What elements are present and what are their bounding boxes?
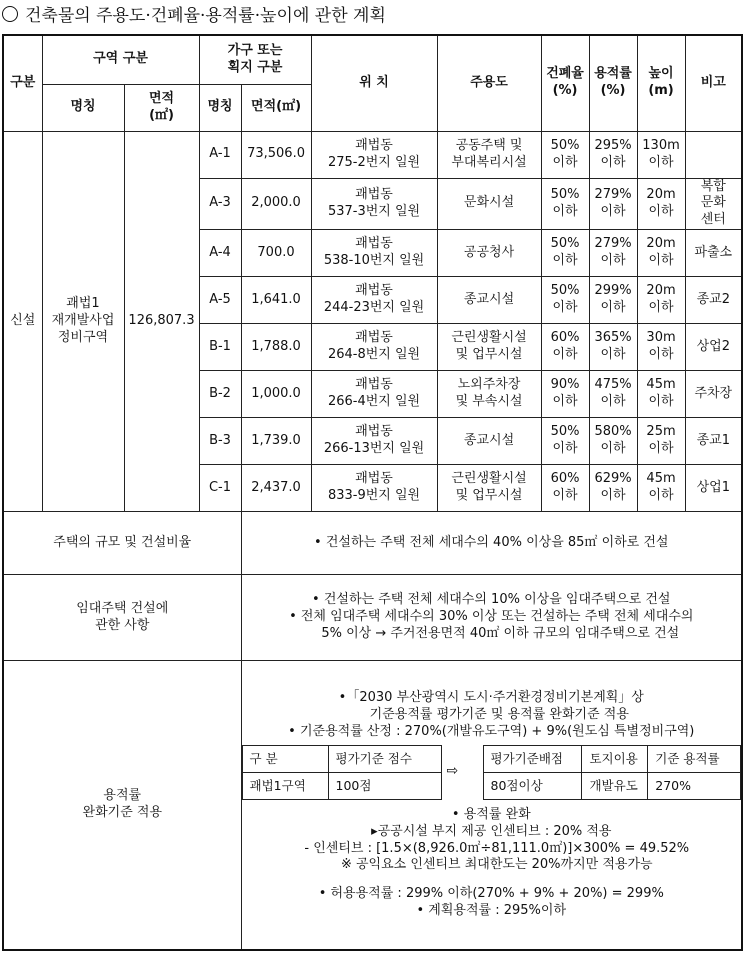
header-block-group: 가구 또는 획지 구분 xyxy=(199,35,311,84)
rental-label: 임대주택 건설에 관한 사항 xyxy=(3,575,241,661)
criteria-header-landuse: 토지이용 xyxy=(582,745,648,772)
criteria-cell-landuse: 개발유도 xyxy=(582,772,648,799)
note-cell: 종교1 xyxy=(685,418,742,465)
eval-header-gubun: 구 분 xyxy=(242,745,328,772)
page-title: 건축물의 주용도·건폐율·용적률·높이에 관한 계획 xyxy=(2,3,386,29)
height-cell: 45m 이하 xyxy=(637,465,685,512)
note-cell: 상업2 xyxy=(685,324,742,371)
location-cell: 괘법동 266-13번지 일원 xyxy=(311,418,437,465)
rental-row xyxy=(3,575,742,661)
height-cell: 130m 이하 xyxy=(637,131,685,178)
rental-text: • 건설하는 주택 전체 세대수의 10% 이상을 임대주택으로 건설 • 전체 임대주택 세대수의 30% 이상 또는 건설하는 주택 전체 세대수의 5% 이상 → 주거전용면적 40㎡ 이하 규모의 임대주택으로 건설 xyxy=(241,575,742,661)
header-gubun: 구분 xyxy=(3,35,42,131)
note-cell: 파출소 xyxy=(685,230,742,277)
header-block-name: 명칭 xyxy=(199,84,241,131)
criteria-cell-base-far: 270% xyxy=(648,772,741,799)
far-cell: 279% 이하 xyxy=(589,230,637,277)
far-cell: 279% 이하 xyxy=(589,178,637,230)
note-cell xyxy=(685,131,742,178)
criteria-cell-points: 80점이상 xyxy=(483,772,582,799)
zone-name-cell: 괘법1 재개발사업 정비구역 xyxy=(42,131,124,512)
evaluation-tables xyxy=(242,745,742,801)
bcr-cell: 50% 이하 xyxy=(541,178,589,230)
far-cell: 580% 이하 xyxy=(589,418,637,465)
circle-bullet-icon xyxy=(2,6,18,22)
main-use-cell: 종교시설 xyxy=(437,277,541,324)
main-use-cell: 문화시설 xyxy=(437,178,541,230)
criteria-header-points: 평가기준배점 xyxy=(483,745,582,772)
bcr-cell: 50% 이하 xyxy=(541,230,589,277)
criteria-header-base-far: 기준 용적률 xyxy=(648,745,741,772)
plan-table xyxy=(2,34,743,951)
block-area-cell: 1,641.0 xyxy=(241,277,311,324)
block-name-cell: A-3 xyxy=(199,178,241,230)
far-cell: 475% 이하 xyxy=(589,371,637,418)
housing-text: • 건설하는 주택 전체 세대수의 40% 이상을 85㎡ 이하로 건설 xyxy=(241,512,742,575)
block-name-cell: A-4 xyxy=(199,230,241,277)
criteria-table xyxy=(483,745,742,800)
far-relax-text: •「2030 부산광역시 도시·주거환경정비기본계획」상 기준용적률 평가기준 및 용적률 완화기준 적용 • 기준용적률 산정 : 270%(개발유도구역) + 9%(원도심 특별정비구역) 구 분 평가기준 점수 괘법1구역 100점 ⇨ 평가기준배점 토지이용 기준 용적률 80점이상 개발유도 270% • 용적률 완화 ▸공공시설 부지 제공 인센티브 : 20% 적용 - 인센티브 : [1.5×(8,926.0㎡÷81,111.0㎡)]×300% = 49.52% ※ 공익요소 인센티브 최대한도는 20%까지만 적용가능 • 허용용적률 : 299% 이하(270% + 9% + 20%) = 299% • 계획용적률 : 295%이하 xyxy=(241,661,742,950)
height-cell: 30m 이하 xyxy=(637,324,685,371)
bcr-cell: 60% 이하 xyxy=(541,465,589,512)
right-arrow-icon: ⇨ xyxy=(446,762,459,779)
block-area-cell: 700.0 xyxy=(241,230,311,277)
bcr-cell: 50% 이하 xyxy=(541,131,589,178)
bcr-cell: 50% 이하 xyxy=(541,418,589,465)
block-area-cell: 73,506.0 xyxy=(241,131,311,178)
housing-row xyxy=(3,512,742,575)
main-use-cell: 공공청사 xyxy=(437,230,541,277)
table-row xyxy=(3,131,742,178)
header-zone-name: 명칭 xyxy=(42,84,124,131)
eval-header-score: 평가기준 점수 xyxy=(328,745,441,772)
location-cell: 괘법동 244-23번지 일원 xyxy=(311,277,437,324)
header-zone-group: 구역 구분 xyxy=(42,35,199,84)
block-name-cell: B-3 xyxy=(199,418,241,465)
block-area-cell: 2,437.0 xyxy=(241,465,311,512)
far-cell: 299% 이하 xyxy=(589,277,637,324)
main-use-cell: 공동주택 및 부대복리시설 xyxy=(437,131,541,178)
far-cell: 629% 이하 xyxy=(589,465,637,512)
bcr-cell: 50% 이하 xyxy=(541,277,589,324)
location-cell: 괘법동 275-2번지 일원 xyxy=(311,131,437,178)
header-height: 높이 (m) xyxy=(637,35,685,131)
height-cell: 20m 이하 xyxy=(637,178,685,230)
block-area-cell: 1,788.0 xyxy=(241,324,311,371)
bcr-cell: 60% 이하 xyxy=(541,324,589,371)
block-name-cell: A-1 xyxy=(199,131,241,178)
height-cell: 20m 이하 xyxy=(637,277,685,324)
note-cell: 주차장 xyxy=(685,371,742,418)
main-use-cell: 노외주차장 및 부속시설 xyxy=(437,371,541,418)
main-use-cell: 종교시설 xyxy=(437,418,541,465)
block-area-cell: 1,000.0 xyxy=(241,371,311,418)
height-cell: 20m 이하 xyxy=(637,230,685,277)
far-relax-label: 용적률 완화기준 적용 xyxy=(3,661,241,950)
eval-cell-score: 100점 xyxy=(328,772,441,799)
housing-label: 주택의 규모 및 건설비율 xyxy=(3,512,241,575)
block-area-cell: 2,000.0 xyxy=(241,178,311,230)
block-name-cell: A-5 xyxy=(199,277,241,324)
header-main-use: 주용도 xyxy=(437,35,541,131)
header-far: 용적률 (%) xyxy=(589,35,637,131)
location-cell: 괘법동 537-3번지 일원 xyxy=(311,178,437,230)
height-cell: 25m 이하 xyxy=(637,418,685,465)
location-cell: 괘법동 266-4번지 일원 xyxy=(311,371,437,418)
header-block-area: 면적(㎡) xyxy=(241,84,311,131)
header-note: 비고 xyxy=(685,35,742,131)
header-zone-area: 면적 (㎡) xyxy=(124,84,199,131)
far-cell: 295% 이하 xyxy=(589,131,637,178)
far-cell: 365% 이하 xyxy=(589,324,637,371)
category-cell: 신설 xyxy=(3,131,42,512)
block-name-cell: C-1 xyxy=(199,465,241,512)
evaluation-score-table xyxy=(242,745,442,800)
note-cell: 복합 문화 센터 xyxy=(685,178,742,230)
main-use-cell: 근린생활시설 및 업무시설 xyxy=(437,324,541,371)
header-location: 위 치 xyxy=(311,35,437,131)
far-relax-row xyxy=(3,661,742,950)
location-cell: 괘법동 538-10번지 일원 xyxy=(311,230,437,277)
note-cell: 종교2 xyxy=(685,277,742,324)
eval-cell-zone: 괘법1구역 xyxy=(242,772,328,799)
location-cell: 괘법동 264-8번지 일원 xyxy=(311,324,437,371)
block-name-cell: B-1 xyxy=(199,324,241,371)
note-cell: 상업1 xyxy=(685,465,742,512)
main-use-cell: 근린생활시설 및 업무시설 xyxy=(437,465,541,512)
bcr-cell: 90% 이하 xyxy=(541,371,589,418)
block-area-cell: 1,739.0 xyxy=(241,418,311,465)
height-cell: 45m 이하 xyxy=(637,371,685,418)
zone-area-cell: 126,807.3 xyxy=(124,131,199,512)
block-name-cell: B-2 xyxy=(199,371,241,418)
location-cell: 괘법동 833-9번지 일원 xyxy=(311,465,437,512)
header-bcr: 건폐율 (%) xyxy=(541,35,589,131)
